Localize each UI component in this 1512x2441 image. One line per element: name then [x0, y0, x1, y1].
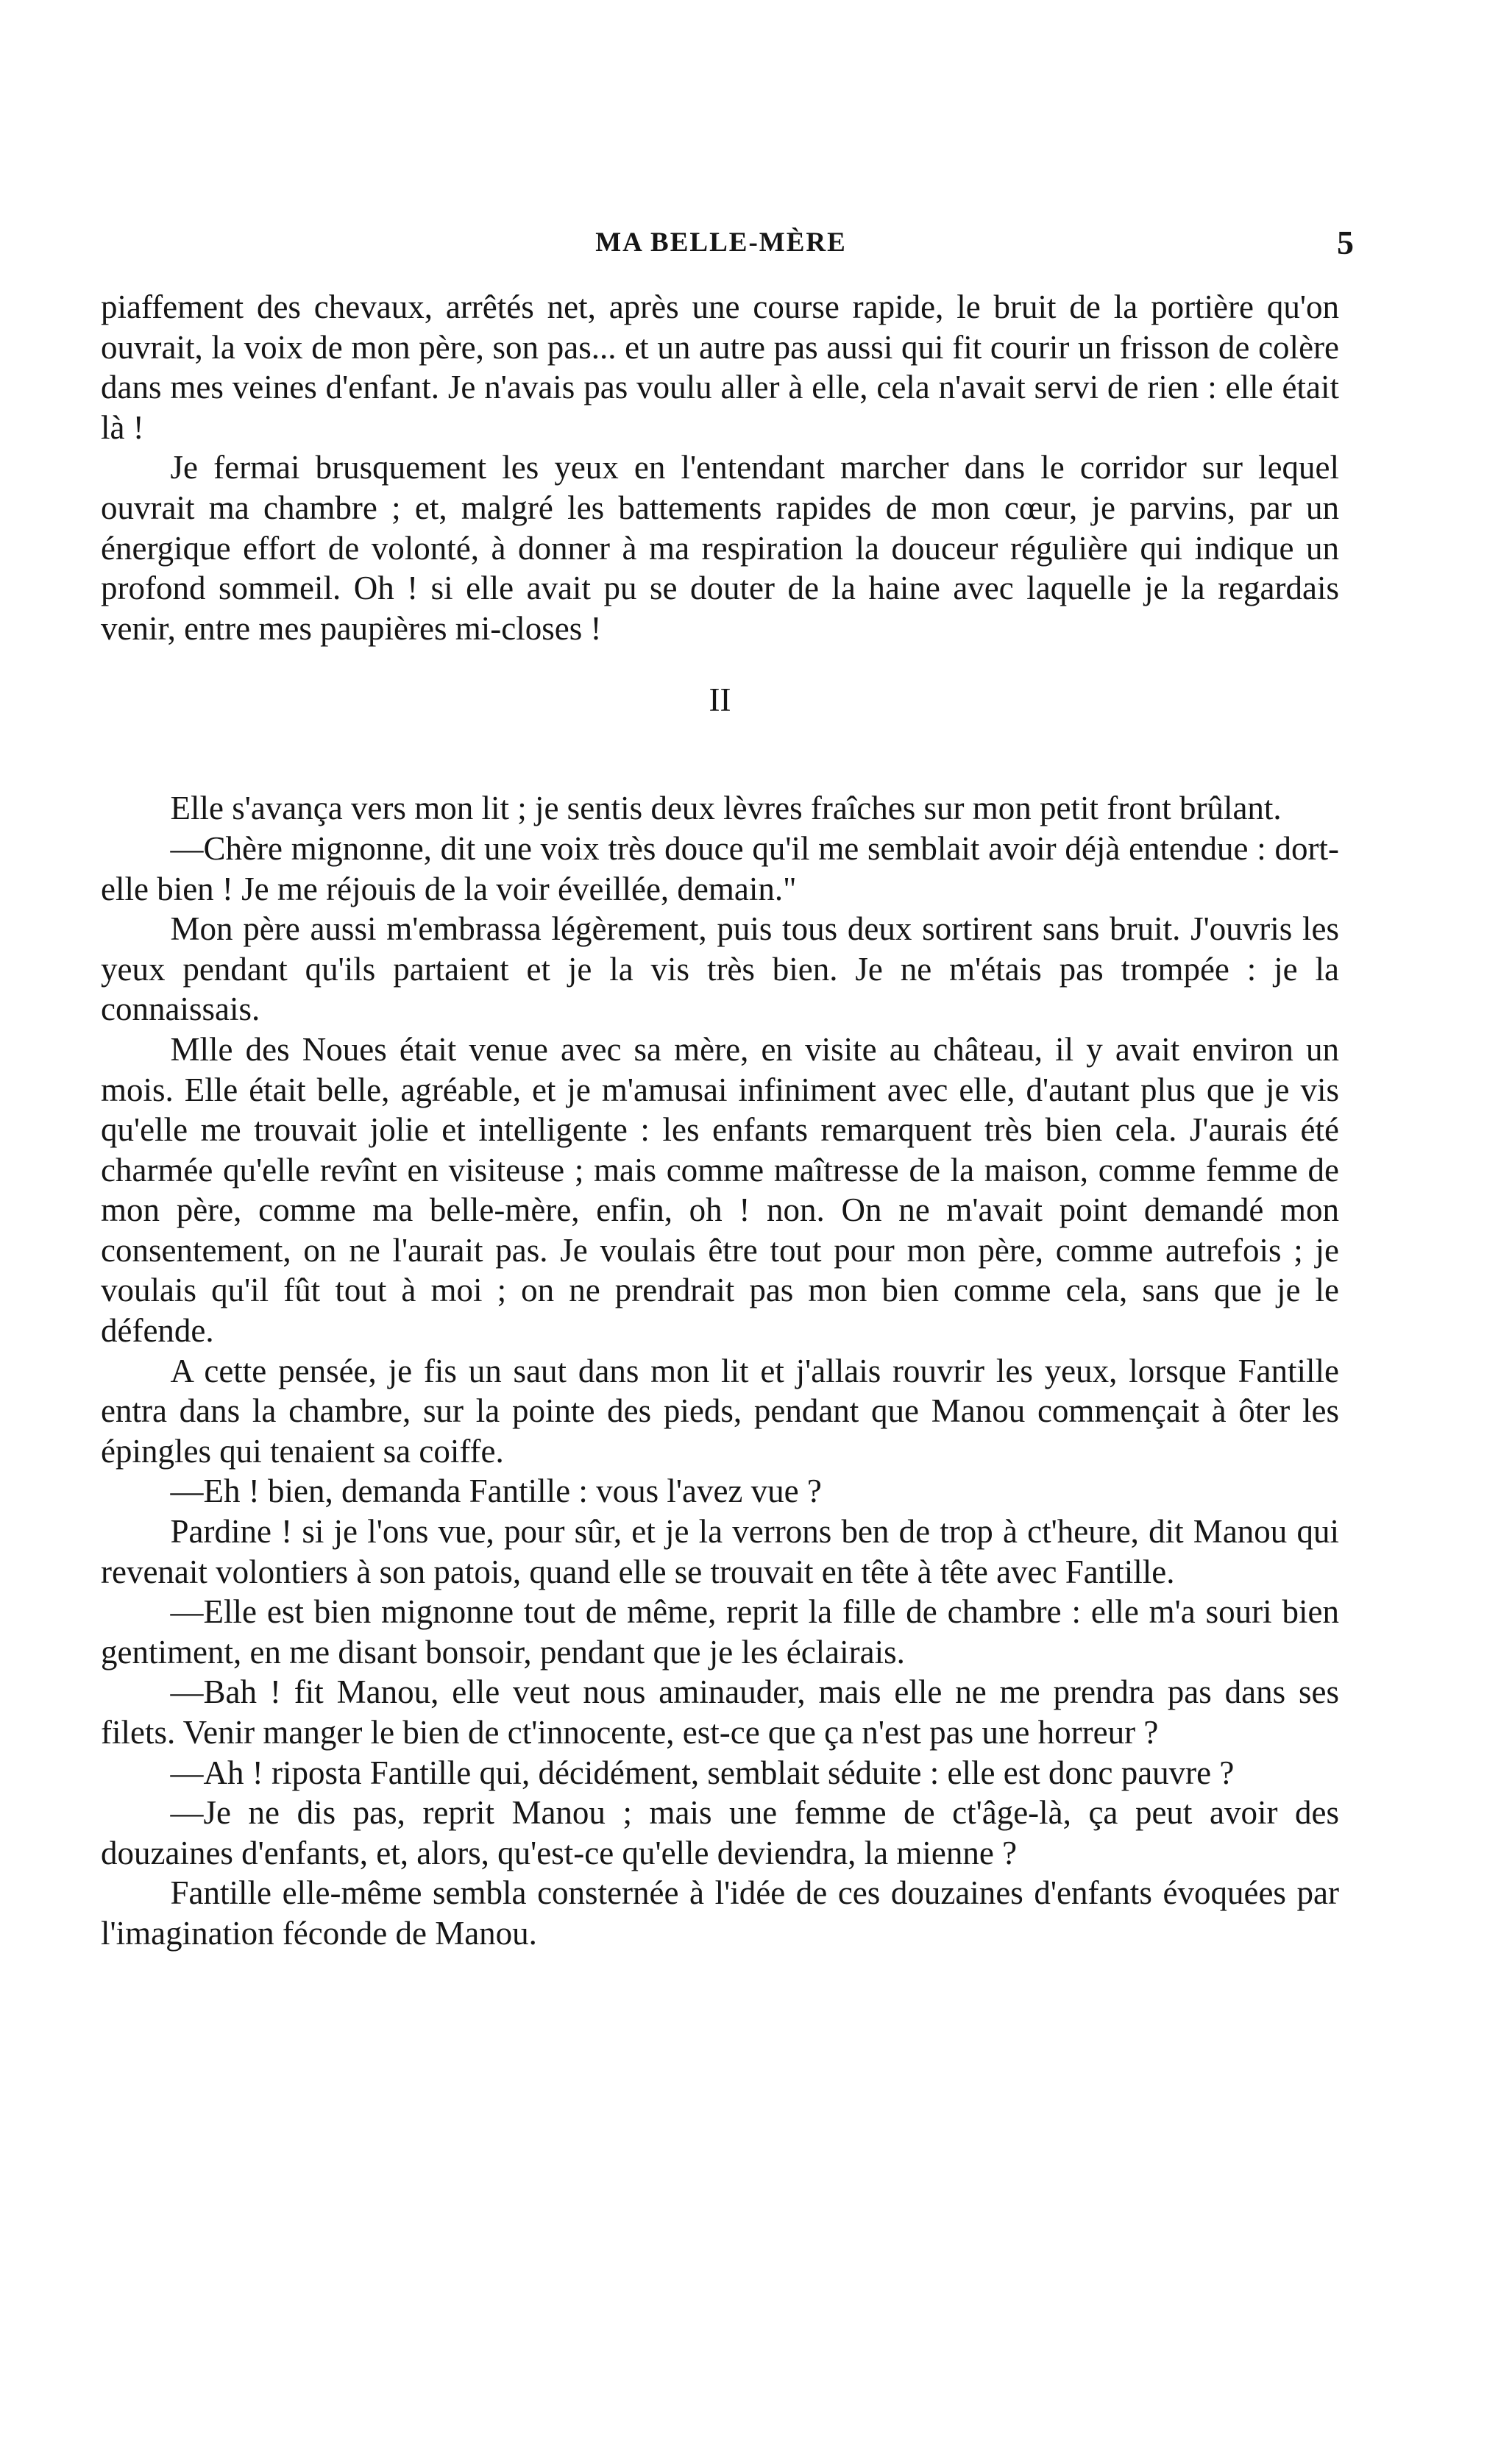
paragraph: —Eh ! bien, demanda Fantille : vous l'avez vue ? [170, 1473, 822, 1510]
paragraph: Fantille elle-même sembla consternée à l'idée de ces douzaines d'enfants évoquées par l'imagination féconde de Manou. [101, 1874, 1339, 1952]
paragraph: —Ah ! riposta Fantille qui, décidément, semblait séduite : elle est donc pauvre ? [170, 1754, 1235, 1791]
paragraph: Je fermai brusquement les yeux en l'entendant marcher dans le corridor sur lequel ouvrait ma chambre ; et, malgré les battements rapides de mon cœur, je parvins, par un énergique effort de volonté, à donner à ma respiration la douceur régulière qui indique un profond sommeil. Oh ! si elle avait pu se douter de la haine avec laquelle je la regardais venir, entre mes paupières mi-closes ! [101, 449, 1339, 647]
paragraph: piaffement des chevaux, arrêtés net, après une course rapide, le bruit de la portière qu'on ouvrait, la voix de mon père, son pas... et un autre pas aussi qui fit courir un frisson de colère dans mes veines d'enfant. Je n'avais pas voulu aller à elle, cela n'avait servi de rien : elle était là ! [101, 288, 1339, 446]
page-header [96, 221, 1354, 265]
running-title: MA BELLE-MÈRE [595, 227, 847, 258]
page-number: 5 [1337, 224, 1354, 261]
paragraph: —Chère mignonne, dit une voix très douce qu'il me semblait avoir déjà entendue : dort-elle bien ! Je me réjouis de la voir éveillée, demain." [101, 829, 1339, 907]
paragraph: Mon père aussi m'embrassa légèrement, puis tous deux sortirent sans bruit. J'ouvris les yeux pendant qu'ils partaient et je la vis très bien. Je ne m'étais pas trompée : je la connaissais. [101, 910, 1339, 1028]
paragraph: Mlle des Noues était venue avec sa mère, en visite au château, il y avait environ un mois. Elle était belle, agréable, et je m'amusai infiniment avec elle, d'autant plus que je vis qu'elle me trouvait jolie et intelligente : les enfants remarquent très bien cela. J'aurais été charmée qu'elle revînt en visiteuse ; mais comme maîtresse de la maison, comme femme de mon père, comme ma belle-mère, enfin, oh ! non. On ne m'avait point demandé mon consentement, on ne l'aurait pas. Je voulais être tout pour mon père, comme autrefois ; je voulais qu'il fût tout à moi ; on ne prendrait pas mon bien comme cela, sans que je le défende. [101, 1030, 1339, 1350]
paragraph: —Je ne dis pas, reprit Manou ; mais une femme de ct'âge-là, ça peut avoir des douzaines d'enfants, et, alors, qu'est-ce qu'elle deviendra, la mienne ? [101, 1794, 1339, 1871]
body-text [101, 287, 1339, 1954]
paragraph: —Bah ! fit Manou, elle veut nous aminauder, mais elle ne me prendra pas dans ses filets. Venir manger le bien de ct'innocente, est-ce que ça n'est pas une horreur ? [101, 1673, 1339, 1751]
paragraph: Pardine ! si je l'ons vue, pour sûr, et je la verrons ben de trop à ct'heure, dit Manou qui revenait volontiers à son patois, quand elle se trouvait en tête à tête avec Fantille. [101, 1513, 1339, 1590]
paragraph: A cette pensée, je fis un saut dans mon lit et j'allais rouvrir les yeux, lorsque Fantille entra dans la chambre, sur la pointe des pieds, pendant que Manou commençait à ôter les épingles qui tenaient sa coiffe. [101, 1352, 1339, 1470]
section-heading: II [709, 681, 731, 719]
paragraph: Elle s'avança vers mon lit ; je sentis deux lèvres fraîches sur mon petit front brûlant. [170, 790, 1282, 827]
paragraph: —Elle est bien mignonne tout de même, reprit la fille de chambre : elle m'a souri bien gentiment, en me disant bonsoir, pendant que je les éclairais. [101, 1593, 1339, 1671]
